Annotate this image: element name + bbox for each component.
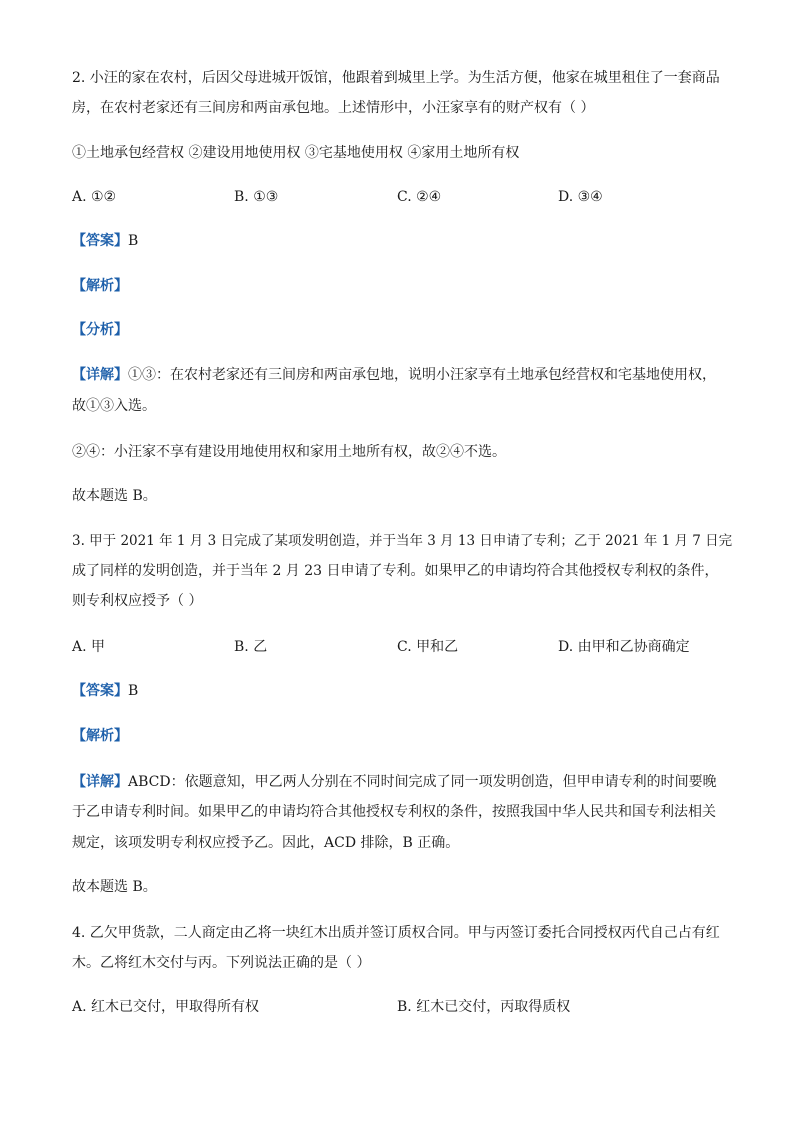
q3-option-a: A. 甲 [72, 639, 106, 655]
detail-tag: 【详解】 [72, 774, 128, 790]
q3-option-d: D. 由甲和乙协商确定 [558, 639, 690, 655]
q3-detail-line-1 [72, 772, 732, 792]
q2-analysis-tag-line [72, 276, 732, 296]
q3-analysis-tag-line [72, 726, 732, 746]
detail-text: ABCD：依题意知，甲乙两人分别在不同时间完成了同一项发明创造，但甲申请专利的时间要晚 [128, 774, 717, 790]
q2-detail-line-3: ②④：小汪家不享有建设用地使用权和家用土地所有权，故②④不选。 [72, 444, 506, 460]
q2-choices-line: ①土地承包经营权 ②建设用地使用权 ③宅基地使用权 ④家用土地所有权 [72, 145, 520, 161]
q2-detail-line-1 [72, 365, 732, 385]
q3-stem-line-3: 则专利权应授予（ ） [72, 593, 203, 609]
detail-text: ①③：在农村老家还有三间房和两亩承包地，说明小汪家享有土地承包经营权和宅基地使用权， [128, 367, 716, 383]
q3-option-b: B. 乙 [234, 639, 268, 655]
answer-value: B [128, 683, 139, 699]
answer-tag: 【答案】 [72, 683, 128, 699]
q3-stem-line-2: 成了同样的发明创造，并于当年 2 月 23 日申请了专利。如果甲乙的申请均符合其他授权专利权的条件， [72, 563, 719, 579]
q2-option-a: A. ①② [72, 189, 117, 205]
q2-option-b: B. ①③ [234, 189, 279, 205]
q3-detail-line-2: 于乙申请专利时间。如果甲乙的申请均符合其他授权专利权的条件，按照我国中华人民共和国专利法相关 [72, 804, 716, 820]
q4-option-a: A. 红木已交付，甲取得所有权 [72, 999, 260, 1015]
q2-option-c: C. ②④ [397, 189, 442, 205]
q3-detail-line-3: 规定，该项发明专利权应授予乙。因此，ACD 排除，B 正确。 [72, 835, 460, 851]
q2-stem-line-2: 房，在农村老家还有三间房和两亩承包地。上述情形中，小汪家享有的财产权有（ ） [72, 100, 595, 116]
q2-option-d: D. ③④ [558, 189, 603, 205]
analysis-tag: 【解析】 [72, 728, 128, 744]
q3-stem-line-1: 3. 甲于 2021 年 1 月 3 日完成了某项发明创造，并于当年 3 月 13 日申请了专利；乙于 2021 年 1 月 7 日完 [72, 533, 733, 549]
q3-option-c: C. 甲和乙 [397, 639, 459, 655]
q3-answer-line [72, 681, 732, 701]
detail-tag: 【详解】 [72, 367, 128, 383]
analysis-tag: 【解析】 [72, 278, 128, 294]
q2-stem-line-1: 2. 小汪的家在农村，后因父母进城开饭馆，他跟着到城里上学。为生活方便，他家在城里租住了一套商品 [72, 70, 720, 86]
q2-fenxi-tag-line [72, 320, 732, 340]
q4-option-b: B. 红木已交付，丙取得质权 [397, 999, 571, 1015]
answer-value: B [128, 233, 139, 249]
q2-conclusion: 故本题选 B。 [72, 488, 157, 504]
q3-conclusion: 故本题选 B。 [72, 879, 157, 895]
q2-answer-line [72, 231, 732, 251]
q2-detail-line-2: 故①③入选。 [72, 398, 156, 414]
q4-stem-line-2: 木。乙将红木交付与丙。下列说法正确的是（ ） [72, 955, 371, 971]
answer-tag: 【答案】 [72, 233, 128, 249]
q4-stem-line-1: 4. 乙欠甲货款，二人商定由乙将一块红木出质并签订质权合同。甲与丙签订委托合同授权丙代自己占有红 [72, 925, 720, 941]
fenxi-tag: 【分析】 [72, 322, 128, 338]
